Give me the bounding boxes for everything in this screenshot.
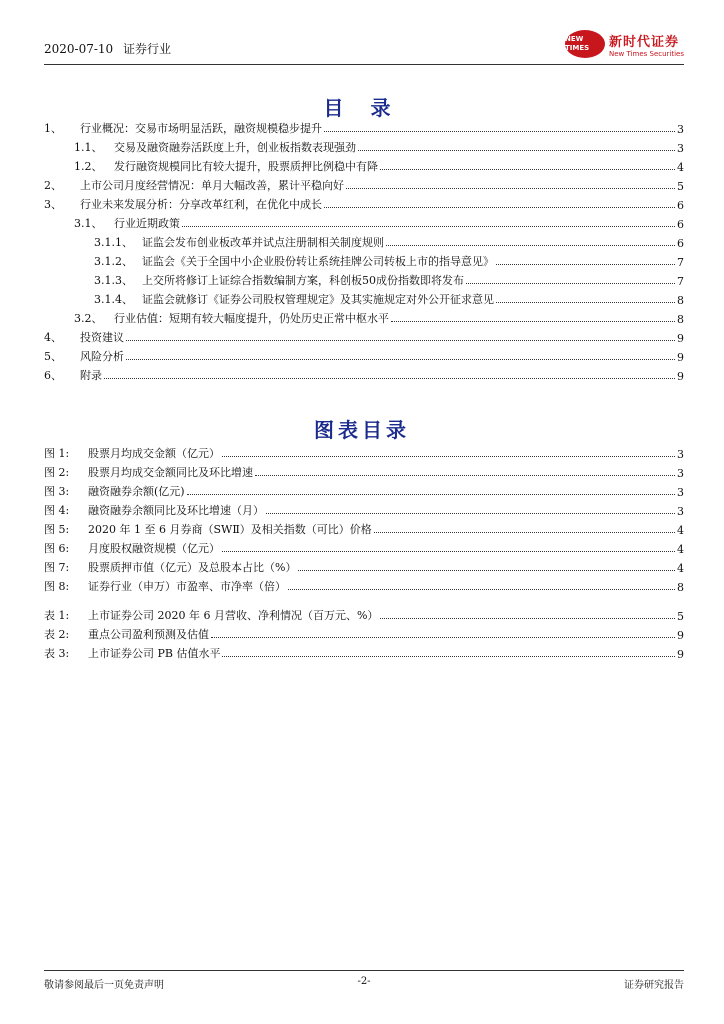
toc-num: 1.2、 — [74, 160, 103, 173]
fig-page: 3 — [677, 486, 684, 499]
toc-page: 6 — [677, 199, 684, 212]
toc-num: 3.1、 — [74, 217, 103, 230]
toc-title: 目 录 — [323, 96, 401, 120]
fig-page: 4 — [677, 543, 684, 556]
toc-entry[interactable] — [44, 212, 684, 231]
figures-title: 图表目录 — [314, 418, 410, 442]
toc-entry[interactable] — [44, 231, 684, 250]
figure-entry[interactable] — [44, 461, 684, 480]
fig-text: 股票月均成交金额（亿元） — [88, 447, 220, 460]
page-footer — [44, 976, 684, 990]
logo-english-name: New Times Securities — [609, 49, 684, 58]
toc-entry[interactable] — [44, 307, 684, 326]
report-date: 2020-07-10 — [44, 42, 114, 56]
toc-entry[interactable] — [44, 155, 684, 174]
fig-text: 股票质押市值（亿元）及总股本占比（%） — [88, 561, 297, 574]
toc-page: 4 — [677, 161, 684, 174]
figure-list — [44, 442, 684, 661]
fig-num: 图 4: — [44, 504, 70, 517]
toc-text: 发行融资规模同比有较大提升，股票质押比例稳中有降 — [114, 160, 378, 173]
toc-page: 9 — [677, 370, 684, 383]
fig-num: 图 6: — [44, 542, 70, 555]
toc-text: 上交所将修订上证综合指数编制方案，科创板50成份指数即将发布 — [142, 274, 464, 287]
toc-entry[interactable] — [44, 364, 684, 383]
table-entry[interactable] — [44, 623, 684, 642]
toc-text: 行业概况：交易市场明显活跃，融资规模稳步提升 — [80, 122, 322, 135]
figure-entry[interactable] — [44, 480, 684, 499]
fig-text: 融资融券余额同比及环比增速（月） — [88, 504, 264, 517]
figure-entry[interactable] — [44, 537, 684, 556]
figure-entry[interactable] — [44, 442, 684, 461]
toc-num: 1、 — [44, 122, 62, 135]
figure-entry[interactable] — [44, 518, 684, 537]
logo-badge-icon — [565, 30, 605, 58]
toc-page: 7 — [677, 256, 684, 269]
table-text: 上市证券公司 2020 年 6 月营收、净利情况（百万元、%） — [88, 609, 379, 622]
header-meta — [44, 40, 171, 57]
toc-text: 证监会《关于全国中小企业股份转让系统挂牌公司转板上市的指导意见》 — [142, 255, 494, 268]
toc-entry[interactable] — [44, 117, 684, 136]
logo-badge-text: NEW TIMES — [565, 35, 590, 52]
disclaimer-note: 敬请参阅最后一页免责声明 — [44, 980, 164, 991]
table-page: 5 — [677, 610, 684, 623]
toc-num: 3.1.1、 — [94, 236, 133, 249]
toc-text: 附录 — [80, 369, 102, 382]
figure-entry[interactable] — [44, 556, 684, 575]
fig-num: 图 3: — [44, 485, 70, 498]
toc-num: 3.1.2、 — [94, 255, 133, 268]
toc-text: 投资建议 — [80, 331, 124, 344]
fig-page: 8 — [677, 581, 684, 594]
company-logo — [565, 28, 684, 60]
table-entry[interactable] — [44, 604, 684, 623]
logo-chinese-name: 新时代证券 — [609, 34, 680, 50]
industry-label: 证券行业 — [123, 42, 172, 56]
header-divider — [44, 64, 684, 65]
toc-entry[interactable] — [44, 136, 684, 155]
toc-entry[interactable] — [44, 250, 684, 269]
fig-text: 股票月均成交金额同比及环比增速 — [88, 466, 253, 479]
footer-divider — [44, 970, 684, 971]
toc-text: 行业未来发展分析：分享改革红利，在优化中成长 — [80, 198, 322, 211]
fig-text: 证券行业（申万）市盈率、市净率（倍） — [88, 580, 286, 593]
fig-page: 4 — [677, 524, 684, 537]
toc-page: 9 — [677, 332, 684, 345]
figure-entry[interactable] — [44, 575, 684, 594]
toc-num: 2、 — [44, 179, 62, 192]
fig-num: 图 5: — [44, 523, 70, 536]
toc-text: 上市公司月度经营情况：单月大幅改善，累计平稳向好 — [80, 179, 344, 192]
toc-num: 3.1.4、 — [94, 293, 133, 306]
toc-entry[interactable] — [44, 269, 684, 288]
toc-page: 7 — [677, 275, 684, 288]
toc-num: 4、 — [44, 331, 62, 344]
toc-page: 9 — [677, 351, 684, 364]
table-page: 9 — [677, 629, 684, 642]
toc-page: 6 — [677, 218, 684, 231]
fig-text: 月度股权融资规模（亿元） — [88, 542, 220, 555]
report-type: 证券研究报告 — [624, 980, 684, 991]
toc-text: 行业估值：短期有较大幅度提升，仍处历史正常中枢水平 — [114, 312, 389, 325]
table-page: 9 — [677, 648, 684, 661]
toc-entry[interactable] — [44, 288, 684, 307]
table-num: 表 3: — [44, 647, 70, 660]
toc-page: 3 — [677, 142, 684, 155]
toc-text: 交易及融资融券活跃度上升，创业板指数表现强劲 — [114, 141, 356, 154]
fig-text: 2020 年 1 至 6 月券商（SWⅡ）及相关指数（可比）价格 — [88, 523, 372, 536]
toc-num: 3.1.3、 — [94, 274, 133, 287]
fig-page: 3 — [677, 448, 684, 461]
figure-entry[interactable] — [44, 499, 684, 518]
fig-text: 融资融券余额(亿元) — [88, 485, 185, 498]
fig-num: 图 2: — [44, 466, 70, 479]
fig-num: 图 1: — [44, 447, 70, 460]
table-text: 上市证券公司 PB 估值水平 — [88, 647, 221, 660]
toc-num: 3、 — [44, 198, 62, 211]
fig-num: 图 7: — [44, 561, 70, 574]
table-num: 表 1: — [44, 609, 70, 622]
toc-entry[interactable] — [44, 193, 684, 212]
toc-page: 6 — [677, 237, 684, 250]
toc-page: 8 — [677, 313, 684, 326]
table-of-contents — [44, 117, 684, 383]
toc-entry[interactable] — [44, 326, 684, 345]
toc-text: 证监会发布创业板改革并试点注册制相关制度规则 — [142, 236, 384, 249]
table-text: 重点公司盈利预测及估值 — [88, 628, 209, 641]
toc-entry[interactable] — [44, 174, 684, 193]
toc-num: 6、 — [44, 369, 62, 382]
fig-page: 3 — [677, 505, 684, 518]
toc-entry[interactable] — [44, 345, 684, 364]
toc-num: 1.1、 — [74, 141, 103, 154]
fig-page: 3 — [677, 467, 684, 480]
toc-page: 8 — [677, 294, 684, 307]
table-num: 表 2: — [44, 628, 70, 641]
toc-num: 3.2、 — [74, 312, 103, 325]
toc-text: 行业近期政策 — [114, 217, 180, 230]
toc-page: 3 — [677, 123, 684, 136]
fig-num: 图 8: — [44, 580, 70, 593]
page-header — [44, 28, 684, 64]
table-entry[interactable] — [44, 642, 684, 661]
toc-num: 5、 — [44, 350, 62, 363]
toc-text: 风险分析 — [80, 350, 124, 363]
page-number: -2- — [357, 976, 371, 987]
toc-page: 5 — [677, 180, 684, 193]
fig-page: 4 — [677, 562, 684, 575]
toc-text: 证监会就修订《证券公司股权管理规定》及其实施规定对外公开征求意见 — [142, 293, 494, 306]
